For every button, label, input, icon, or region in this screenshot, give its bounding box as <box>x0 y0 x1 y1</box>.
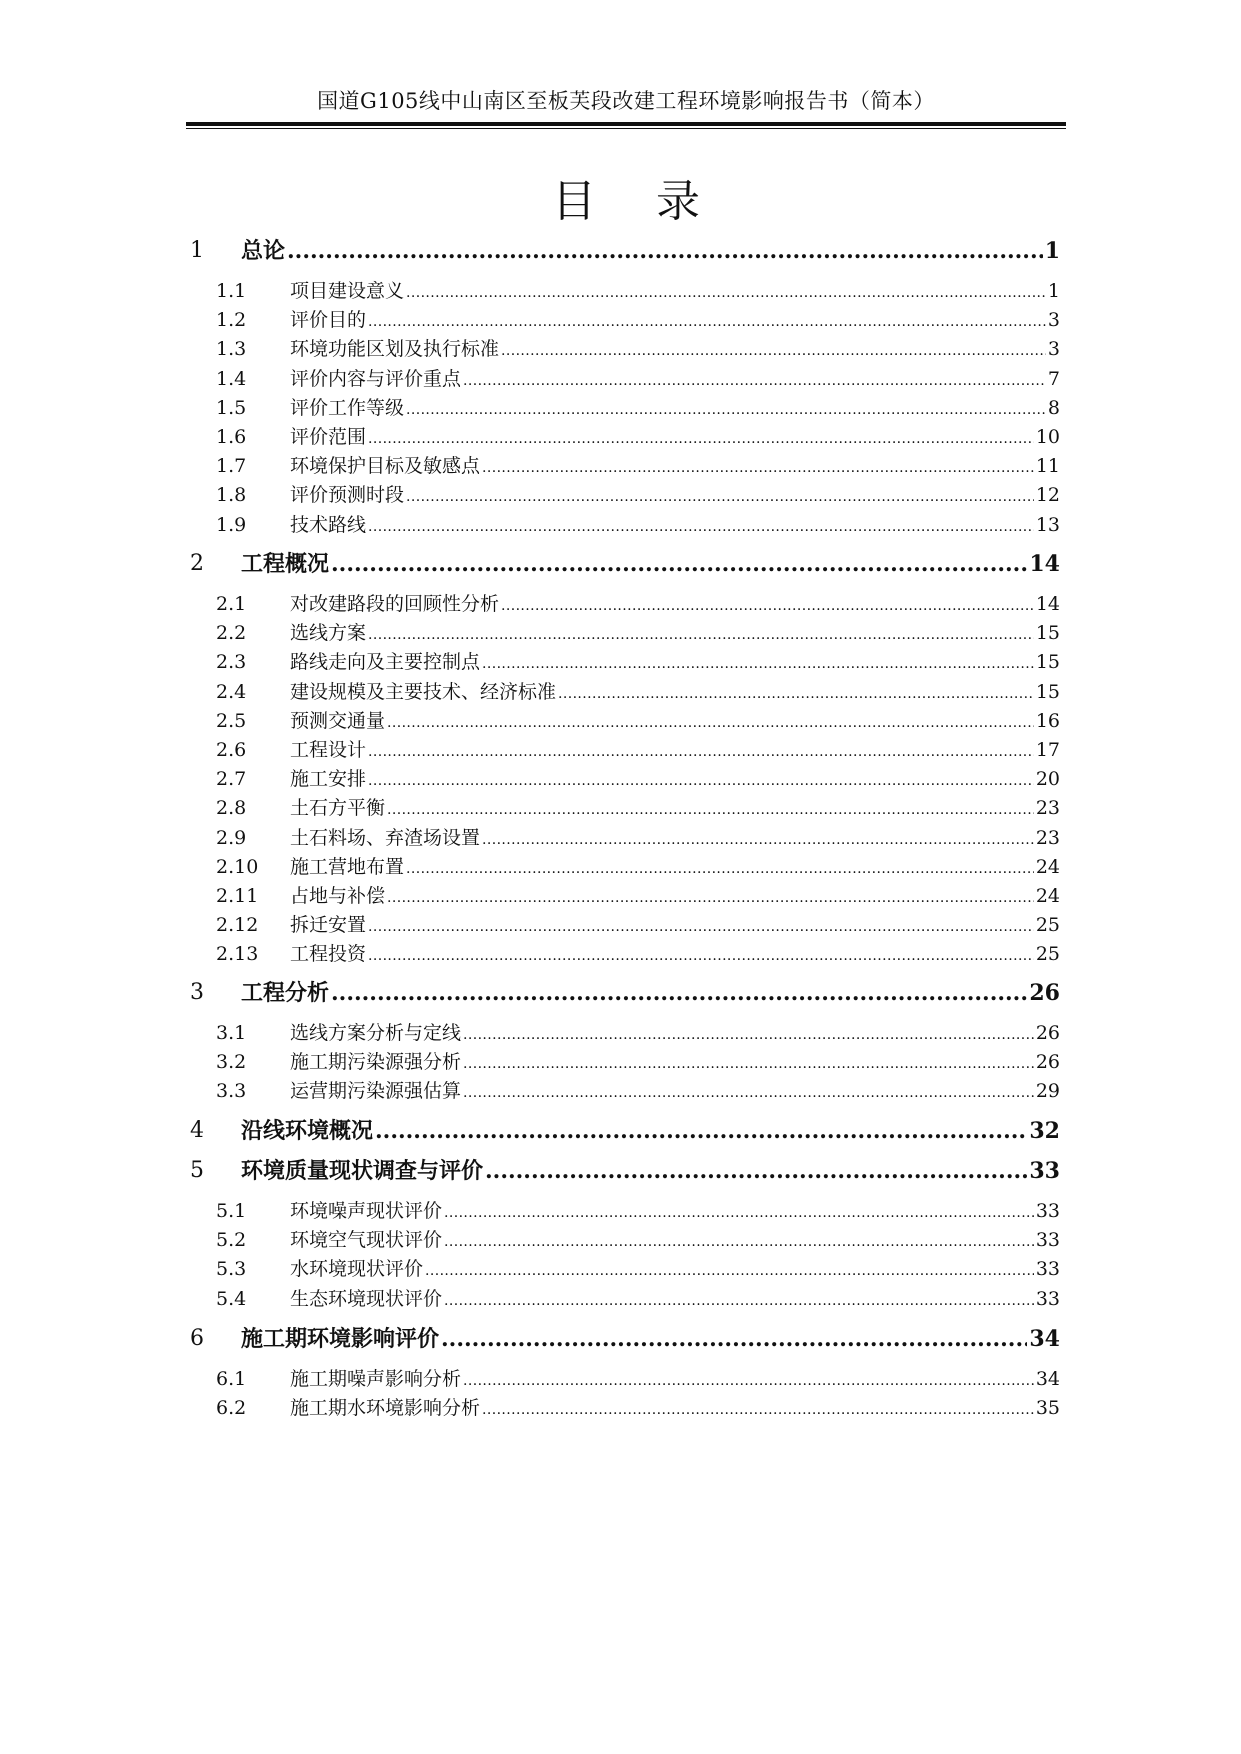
toc-chapter-entry-page-number: 1 <box>1044 238 1060 264</box>
toc-chapter-entry-row <box>241 1116 1060 1146</box>
toc-section-entry[interactable] <box>0 364 1241 394</box>
toc-section-entry-number: 2.5 <box>216 709 247 732</box>
toc-section-entry[interactable] <box>0 881 1241 911</box>
dot-leader <box>441 1324 1027 1354</box>
toc-chapter-entry-row <box>241 549 1060 579</box>
toc-chapter-entry[interactable] <box>0 978 1241 1008</box>
dot-leader <box>375 1116 1027 1146</box>
toc-section-entry-number: 3.2 <box>216 1051 247 1074</box>
toc-section-entry-title: 路线走向及主要控制点 <box>290 651 481 674</box>
toc-section-entry-page-number: 15 <box>1035 651 1060 674</box>
toc-section-entry-page-number: 15 <box>1035 680 1060 703</box>
toc-section-entry-row <box>290 589 1060 619</box>
toc-section-entry-title: 施工期水环境影响分析 <box>290 1397 481 1420</box>
toc-section-entry-page-number: 25 <box>1035 914 1060 937</box>
toc-section-entry-row <box>290 1364 1060 1394</box>
toc-section-entry-page-number: 33 <box>1035 1229 1060 1252</box>
dot-leader <box>331 549 1027 579</box>
toc-section-entry-page-number: 12 <box>1035 484 1060 507</box>
toc-section-entry-number: 6.1 <box>216 1368 247 1390</box>
dot-leader <box>368 766 1034 796</box>
toc-section-entry[interactable] <box>0 1364 1241 1394</box>
toc-section-entry-number: 5.1 <box>216 1200 247 1222</box>
toc-section-entry-row <box>290 393 1060 423</box>
toc-section-entry-number: 5.2 <box>216 1229 247 1252</box>
toc-chapter-entry-row <box>241 1156 1060 1186</box>
toc-chapter-entry-number: 2 <box>190 551 204 576</box>
toc-section-entry-number: 1.2 <box>216 309 247 332</box>
dot-leader <box>331 978 1027 1008</box>
toc-section-entry-page-number: 3 <box>1047 338 1060 361</box>
toc-section-entry-title: 评价目的 <box>290 309 367 332</box>
toc-section-entry[interactable] <box>0 939 1241 969</box>
toc-section-entry-number: 2.11 <box>216 885 259 907</box>
toc-section-entry-number: 2.8 <box>216 797 247 820</box>
toc-section-entry-number: 2.6 <box>216 739 247 761</box>
toc-chapter-entry-title: 工程分析 <box>241 981 330 1006</box>
toc-section-entry-row <box>290 1254 1060 1284</box>
toc-section-entry-page-number: 26 <box>1035 1022 1060 1044</box>
toc-section-entry[interactable] <box>0 823 1241 853</box>
toc-section-entry-number: 2.13 <box>216 943 259 966</box>
toc-section-entry-page-number: 35 <box>1035 1397 1060 1420</box>
dot-leader <box>482 825 1034 855</box>
toc-section-entry-number: 6.2 <box>216 1397 247 1420</box>
toc-chapter-entry-page-number: 26 <box>1029 980 1060 1006</box>
dot-leader <box>425 1256 1034 1286</box>
toc-section-entry[interactable] <box>0 1076 1241 1106</box>
dot-leader <box>406 395 1046 425</box>
dot-leader <box>444 1227 1034 1257</box>
toc-section-entry-row <box>290 1393 1060 1423</box>
toc-chapter-entry-row <box>241 978 1060 1008</box>
running-header: 国道G105线中山南区至板芙段改建工程环境影响报告书（简本） <box>317 89 935 113</box>
toc-section-entry-page-number: 29 <box>1035 1080 1060 1103</box>
toc-section-entry-number: 3.1 <box>216 1022 247 1044</box>
toc-chapter-entry[interactable] <box>0 1116 1241 1146</box>
dot-leader <box>463 1020 1034 1050</box>
toc-section-entry-title: 施工营地布置 <box>290 855 405 878</box>
toc-section-entry[interactable] <box>0 1284 1241 1314</box>
toc-chapter-entry-number: 6 <box>190 1326 204 1351</box>
toc-chapter-entry-page-number: 14 <box>1029 551 1060 577</box>
dot-leader <box>368 737 1034 767</box>
dot-leader <box>368 512 1034 542</box>
toc-section-entry-number: 1.7 <box>216 455 247 478</box>
toc-chapter-entry-page-number: 33 <box>1029 1158 1060 1184</box>
toc-section-entry-page-number: 26 <box>1035 1051 1060 1074</box>
toc-section-entry-number: 1.1 <box>216 280 247 302</box>
toc-section-entry[interactable] <box>0 1018 1241 1048</box>
toc-chapter-entry[interactable] <box>0 236 1241 266</box>
toc-section-entry-title: 评价工作等级 <box>290 396 405 419</box>
toc-section-entry-number: 2.3 <box>216 651 247 674</box>
toc-section-entry[interactable] <box>0 276 1241 306</box>
dot-leader <box>368 307 1046 337</box>
toc-chapter-entry-number: 4 <box>190 1118 204 1143</box>
toc-section-entry-title: 工程投资 <box>290 943 367 966</box>
dot-leader <box>406 482 1034 512</box>
toc-section-entry-row <box>290 1225 1060 1255</box>
toc-section-entry[interactable] <box>0 1393 1241 1423</box>
toc-chapter-entry-page-number: 32 <box>1029 1118 1060 1144</box>
toc-section-entry-page-number: 33 <box>1035 1258 1060 1281</box>
dot-leader <box>501 336 1046 366</box>
toc-section-entry-number: 2.4 <box>216 680 247 703</box>
toc-section-entry-title: 施工期噪声影响分析 <box>290 1368 462 1390</box>
toc-section-entry-row <box>290 939 1060 969</box>
toc-section-entry-page-number: 23 <box>1035 826 1060 849</box>
toc-section-entry-page-number: 8 <box>1047 396 1060 419</box>
dot-leader <box>558 679 1034 709</box>
toc-section-entry[interactable] <box>0 334 1241 364</box>
toc-chapter-entry-title: 环境质量现状调查与评价 <box>241 1159 484 1184</box>
toc-section-entry-page-number: 23 <box>1035 797 1060 820</box>
toc-section-entry-row <box>290 706 1060 736</box>
toc-chapter-entry-row <box>241 236 1060 266</box>
dot-leader <box>387 795 1034 825</box>
toc-section-entry-row <box>290 305 1060 335</box>
dot-leader <box>368 912 1034 942</box>
toc-section-entry-title: 选线方案分析与定线 <box>290 1022 462 1044</box>
dot-leader <box>501 591 1034 621</box>
toc-section-entry-row <box>290 422 1060 452</box>
toc-section-entry[interactable] <box>0 852 1241 882</box>
toc-section-entry-page-number: 10 <box>1035 426 1060 448</box>
toc-chapter-entry[interactable] <box>0 549 1241 579</box>
toc-section-entry-page-number: 1 <box>1047 280 1060 302</box>
toc-chapter-entry-title: 施工期环境影响评价 <box>241 1327 440 1352</box>
toc-section-entry-row <box>290 647 1060 677</box>
toc-section-entry-row <box>290 364 1060 394</box>
toc-section-entry-page-number: 24 <box>1035 855 1060 878</box>
toc-section-entry[interactable] <box>0 451 1241 481</box>
toc-section-entry-row <box>290 1196 1060 1226</box>
toc-section-entry-page-number: 7 <box>1047 367 1060 390</box>
toc-section-entry-number: 1.5 <box>216 396 247 419</box>
toc-chapter-entry-page-number: 34 <box>1029 1326 1060 1352</box>
dot-leader <box>482 453 1034 483</box>
dot-leader <box>463 1049 1034 1079</box>
toc-section-entry-row <box>290 910 1060 940</box>
dot-leader <box>387 883 1034 913</box>
toc-section-entry-page-number: 17 <box>1035 739 1060 761</box>
toc-section-entry-number: 2.9 <box>216 826 247 849</box>
toc-chapter-entry-title: 工程概况 <box>241 552 330 577</box>
toc-section-entry-title: 评价范围 <box>290 426 367 448</box>
toc-section-entry-title: 环境功能区划及执行标准 <box>290 338 500 361</box>
toc-section-entry-title: 预测交通量 <box>290 709 386 732</box>
toc-section-entry[interactable] <box>0 1047 1241 1077</box>
toc-chapter-entry-title: 总论 <box>241 239 286 264</box>
toc-chapter-entry-title: 沿线环境概况 <box>241 1119 374 1144</box>
toc-section-entry-row <box>290 480 1060 510</box>
toc-section-entry[interactable] <box>0 1254 1241 1284</box>
toc-section-entry-row <box>290 793 1060 823</box>
toc-section-entry-number: 3.3 <box>216 1080 247 1103</box>
toc-section-entry-page-number: 24 <box>1035 885 1060 907</box>
toc-section-entry[interactable] <box>0 910 1241 940</box>
dot-leader <box>387 708 1034 738</box>
toc-section-entry-row <box>290 677 1060 707</box>
toc-section-entry-title: 运营期污染源强估算 <box>290 1080 462 1103</box>
toc-section-entry[interactable] <box>0 393 1241 423</box>
toc-section-entry-row <box>290 764 1060 794</box>
toc-section-entry[interactable] <box>0 647 1241 677</box>
dot-leader <box>482 1395 1034 1425</box>
toc-section-entry-title: 环境噪声现状评价 <box>290 1200 443 1222</box>
toc-section-entry-page-number: 16 <box>1035 709 1060 732</box>
toc-section-entry-number: 1.3 <box>216 338 247 361</box>
toc-section-entry[interactable] <box>0 422 1241 452</box>
toc-section-entry-title: 生态环境现状评价 <box>290 1287 443 1310</box>
toc-section-entry-number: 2.12 <box>216 914 259 937</box>
toc-section-entry-number: 1.4 <box>216 367 247 390</box>
toc-title-right: 录 <box>656 176 700 227</box>
toc-section-entry-row <box>290 735 1060 765</box>
toc-chapter-entry[interactable] <box>0 1156 1241 1186</box>
toc-chapter-entry-number: 3 <box>190 980 204 1005</box>
toc-section-entry[interactable] <box>0 618 1241 648</box>
toc-section-entry-page-number: 20 <box>1035 768 1060 791</box>
dot-leader <box>463 366 1046 396</box>
toc-section-entry-row <box>290 823 1060 853</box>
toc-section-entry-title: 施工期污染源强分析 <box>290 1051 462 1074</box>
toc-section-entry-number: 5.3 <box>216 1258 247 1281</box>
toc-section-entry[interactable] <box>0 510 1241 540</box>
toc-section-entry-row <box>290 510 1060 540</box>
toc-section-entry-title: 建设规模及主要技术、经济标准 <box>290 680 557 703</box>
toc-section-entry-page-number: 13 <box>1035 513 1060 536</box>
toc-section-entry[interactable] <box>0 589 1241 619</box>
toc-section-entry-number: 2.1 <box>216 593 247 615</box>
toc-section-entry-page-number: 33 <box>1035 1200 1060 1222</box>
toc-section-entry-title: 对改建路段的回顾性分析 <box>290 593 500 615</box>
toc-section-entry[interactable] <box>0 735 1241 765</box>
toc-section-entry-number: 2.2 <box>216 622 247 645</box>
dot-leader <box>368 620 1034 650</box>
dot-leader <box>368 424 1034 454</box>
toc-section-entry-row <box>290 334 1060 364</box>
toc-chapter-entry[interactable] <box>0 1324 1241 1354</box>
toc-section-entry-page-number: 25 <box>1035 943 1060 966</box>
toc-section-entry-page-number: 3 <box>1047 309 1060 332</box>
toc-section-entry-title: 环境保护目标及敏感点 <box>290 455 481 478</box>
toc-section-entry-title: 评价内容与评价重点 <box>290 367 462 390</box>
toc-section-entry-page-number: 14 <box>1035 593 1060 615</box>
toc-section-entry-row <box>290 852 1060 882</box>
dot-leader <box>368 941 1034 971</box>
dot-leader <box>485 1156 1027 1186</box>
toc-section-entry-page-number: 11 <box>1035 455 1060 478</box>
toc-section-entry-row <box>290 1047 1060 1077</box>
toc-section-entry[interactable] <box>0 1225 1241 1255</box>
dot-leader <box>444 1286 1034 1316</box>
dot-leader <box>463 1366 1034 1396</box>
toc-section-entry-row <box>290 881 1060 911</box>
toc-section-entry-title: 拆迁安置 <box>290 914 367 937</box>
toc-section-entry[interactable] <box>0 677 1241 707</box>
toc-section-entry-number: 1.6 <box>216 426 247 448</box>
dot-leader <box>463 1078 1034 1108</box>
toc-section-entry-title: 项目建设意义 <box>290 280 405 302</box>
toc-section-entry-number: 2.7 <box>216 768 247 791</box>
toc-section-entry-title: 占地与补偿 <box>290 885 386 907</box>
toc-section-entry[interactable] <box>0 793 1241 823</box>
toc-section-entry[interactable] <box>0 706 1241 736</box>
toc-chapter-entry-number: 1 <box>190 238 204 263</box>
toc-section-entry-page-number: 34 <box>1035 1368 1060 1390</box>
toc-section-entry-title: 环境空气现状评价 <box>290 1229 443 1252</box>
toc-section-entry-title: 工程设计 <box>290 739 367 761</box>
dot-leader <box>287 236 1043 266</box>
toc-section-entry[interactable] <box>0 764 1241 794</box>
toc-section-entry[interactable] <box>0 1196 1241 1226</box>
toc-section-entry-number: 5.4 <box>216 1287 247 1310</box>
toc-chapter-entry-row <box>241 1324 1060 1354</box>
toc-section-entry-row <box>290 1018 1060 1048</box>
toc-section-entry-title: 土石料场、弃渣场设置 <box>290 826 481 849</box>
dot-leader <box>406 854 1034 884</box>
toc-section-entry-number: 1.9 <box>216 513 247 536</box>
toc-section-entry-title: 选线方案 <box>290 622 367 645</box>
toc-section-entry-row <box>290 618 1060 648</box>
toc-section-entry[interactable] <box>0 480 1241 510</box>
dot-leader <box>406 278 1046 308</box>
dot-leader <box>444 1198 1034 1228</box>
toc-section-entry-row <box>290 1284 1060 1314</box>
toc-section-entry-page-number: 15 <box>1035 622 1060 645</box>
toc-section-entry-title: 水环境现状评价 <box>290 1258 424 1281</box>
toc-section-entry-number: 1.8 <box>216 484 247 507</box>
toc-section-entry-title: 评价预测时段 <box>290 484 405 507</box>
toc-section-entry[interactable] <box>0 305 1241 335</box>
toc-section-entry-row <box>290 1076 1060 1106</box>
toc-section-entry-page-number: 33 <box>1035 1287 1060 1310</box>
toc-section-entry-row <box>290 451 1060 481</box>
toc-section-entry-title: 施工安排 <box>290 768 367 791</box>
dot-leader <box>482 649 1034 679</box>
toc-title-left: 目 <box>552 176 596 227</box>
toc-section-entry-number: 2.10 <box>216 855 259 878</box>
toc-section-entry-title: 土石方平衡 <box>290 797 386 820</box>
toc-section-entry-row <box>290 276 1060 306</box>
toc-section-entry-title: 技术路线 <box>290 513 367 536</box>
toc-chapter-entry-number: 5 <box>190 1158 204 1183</box>
